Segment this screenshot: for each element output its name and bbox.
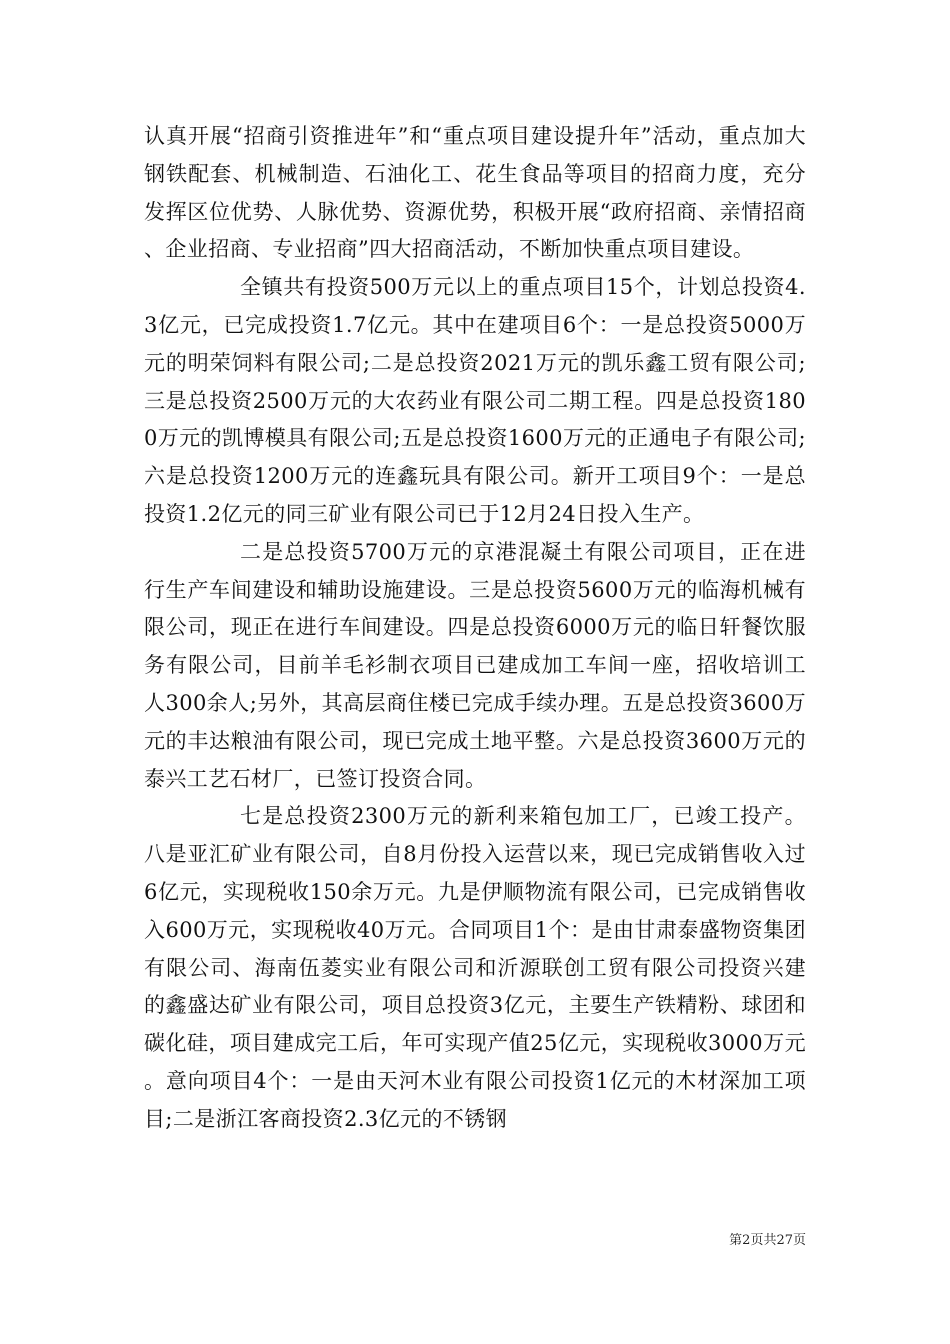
paragraph-4: 七是总投资2300万元的新利来箱包加工厂，已竣工投产。八是亚汇矿业有限公司，自8月份投入运营以来，现已完成销售收入过6亿元，实现税收150余万元。九是伊顺物流有限公司，已完成销售收入600万元，实现税收40万元。合同项目1个：是由甘肃泰盛物资集团有限公司、海南伍菱实业有限公司和沂源联创工贸有限公司投资兴建的鑫盛达矿业有限公司，项目总投资3亿元，主要生产铁精粉、球团和碳化硅，项目建成完工后，年可实现产值25亿元，实现税收3000万元。意向项目4个：一是由天河木业有限公司投资1亿元的木材深加工项目;二是浙江客商投资2.3亿元的不锈钢 [144, 804, 806, 1131]
document-body [144, 118, 806, 1139]
paragraph-2: 全镇共有投资500万元以上的重点项目15个，计划总投资4.3亿元，已完成投资1.7亿元。其中在建项目6个：一是总投资5000万元的明荣饲料有限公司;二是总投资2021万元的凯乐鑫工贸有限公司;三是总投资2500万元的大农药业有限公司二期工程。四是总投资1800万元的凯博模具有限公司;五是总投资1600万元的正通电子有限公司;六是总投资1200万元的连鑫玩具有限公司。新开工项目9个：一是总投资1.2亿元的同三矿业有限公司已于12月24日投入生产。 [144, 275, 806, 526]
paragraph-3: 二是总投资5700万元的京港混凝土有限公司项目，正在进行生产车间建设和辅助设施建设。三是总投资5600万元的临海机械有限公司，现正在进行车间建设。四是总投资6000万元的临日轩餐饮服务有限公司，目前羊毛衫制衣项目已建成加工车间一座，招收培训工人300余人;另外，其高层商住楼已完成手续办理。五是总投资3600万元的丰达粮油有限公司，现已完成土地平整。六是总投资3600万元的泰兴工艺石材厂，已签订投资合同。 [144, 539, 806, 791]
page-number-footer: 第2页共27页 [729, 1233, 806, 1248]
paragraph-1: 认真开展“招商引资推进年”和“重点项目建设提升年”活动，重点加大钢铁配套、机械制造、石油化工、花生食品等项目的招商力度，充分发挥区位优势、人脉优势、资源优势，积极开展“政府招商、亲情招商、企业招商、专业招商”四大招商活动，不断加快重点项目建设。 [144, 124, 806, 262]
